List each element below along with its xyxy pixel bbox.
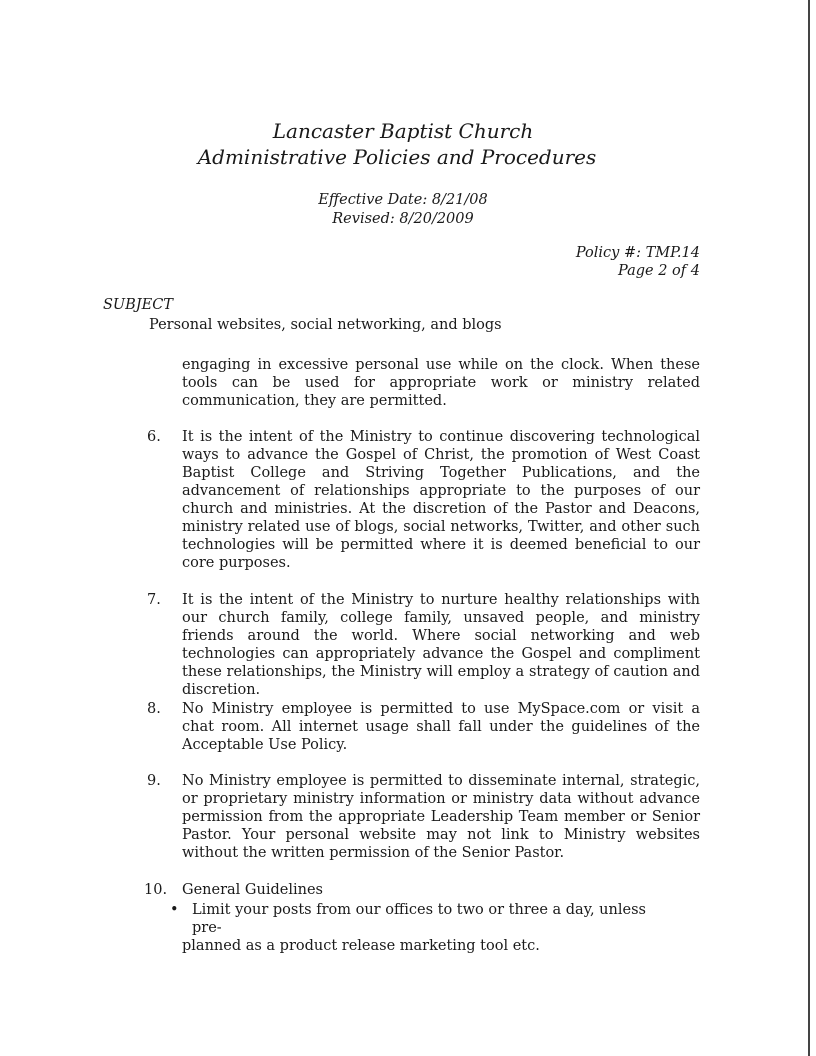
document-title: Administrative Policies and Procedures	[197, 145, 597, 169]
item-text: It is the intent of the Ministry to nurture healthy relationships with our church family, college family, unsaved people, and ministry friends around the world. Where social networking and web technologies can appropriately advance the Gospel and compliment these relationships, the Ministry will employ a strategy of caution and discretion.	[182, 592, 700, 698]
item-number: 10.	[144, 882, 168, 898]
item-number: 7.	[147, 592, 161, 608]
item-text: No Ministry employee is permitted to use MySpace.com or visit a chat room. All internet usage shall fall under the guidelines of the Acceptable Use Policy.	[182, 701, 700, 753]
item-text: It is the intent of the Ministry to continue discovering technological ways to advance the Gospel of Christ, the promotion of West Coast Baptist College and Striving Together Publications, and the advancement of relationships appropriate to the purposes of our church and ministries. At the discretion of the Pastor and Deacons, ministry related use of blogs, social networks, Twitter, and other such technologies will be permitted where it is deemed beneficial to our core purposes.	[182, 429, 700, 571]
bullet-text	[182, 901, 672, 955]
item-text: No Ministry employee is permitted to disseminate internal, strategic, or proprietary ministry information or ministry data without advance permission from the appropriate Leadership Team member or Senior Pastor. Your personal website may not link to Ministry websites without the written permission of the Senior Pastor.	[182, 773, 700, 861]
page-number: Page 2 of 4	[618, 263, 700, 279]
policy-info	[576, 244, 700, 280]
bullet-icon: •	[170, 902, 179, 918]
item-number: 9.	[147, 773, 161, 789]
item-text: General Guidelines	[182, 882, 323, 898]
item-number: 6.	[147, 429, 161, 445]
subject-text: Personal websites, social networking, and blogs	[149, 317, 502, 333]
bullet-line: planned as a product release marketing tool etc.	[182, 938, 540, 954]
item-number: 8.	[147, 701, 161, 717]
bullet-line: Limit your posts from our offices to two or three a day, unless pre-	[192, 902, 646, 936]
document-dates	[0, 191, 816, 229]
subject-heading: SUBJECT	[103, 297, 173, 313]
continuation-paragraph: engaging in excessive personal use while on the clock. When these tools can be used for appropriate work or ministry related communication, they are permitted.	[182, 357, 700, 409]
church-name: Lancaster Baptist Church	[272, 119, 534, 143]
effective-date: Effective Date: 8/21/08	[318, 192, 488, 208]
policy-number: Policy #: TMP.14	[575, 245, 700, 261]
revised-date: Revised: 8/20/2009	[332, 211, 474, 227]
document-header	[0, 118, 816, 170]
